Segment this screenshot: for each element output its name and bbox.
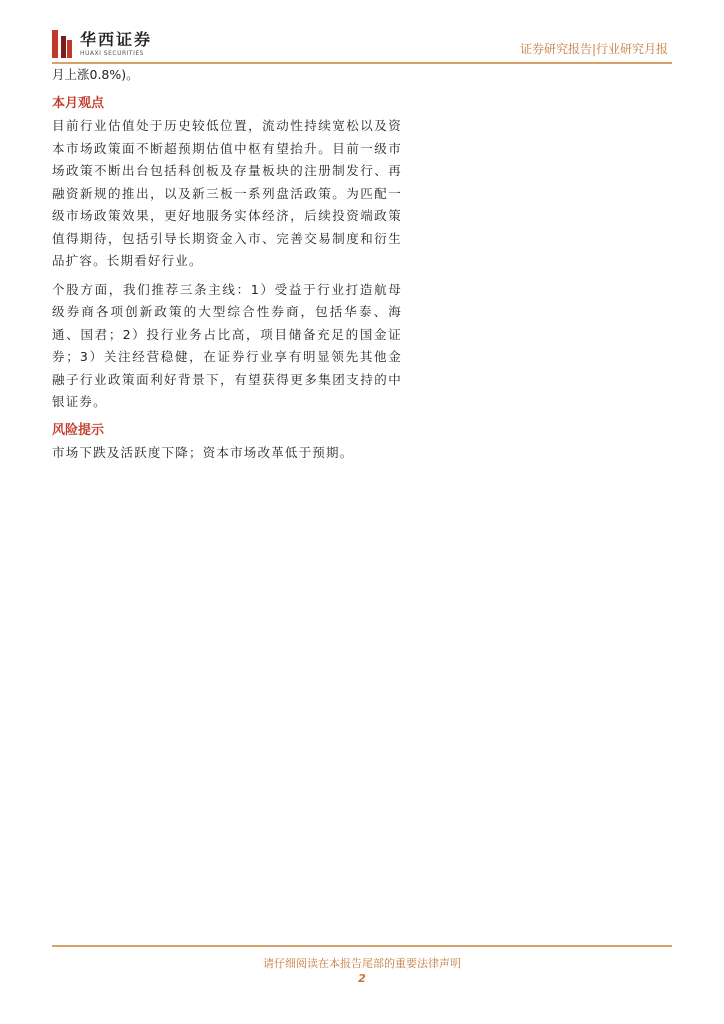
- logo-name-en: HUAXI SECURITIES: [80, 49, 144, 57]
- page-header: [0, 0, 724, 64]
- logo-name-cn: 华西证券: [80, 29, 153, 49]
- page-number: 2: [358, 972, 366, 985]
- section-title-risk: 风险提示: [52, 422, 105, 438]
- footer-divider: [52, 945, 672, 947]
- paragraph-industry-view: 目前行业估值处于历史较低位置，流动性持续宽松以及资本市场政策面不断超预期估值中枢有望抬升。目前一级市场政策不断出台包括科创板及存量板块的注册制发行、再融资新规的推出，以及新三板一系列盘活政策。为匹配一级市场政策效果，更好地服务实体经济，后续投资端政策值得期待，包括引导长期资金入市、完善交易制度和衍生品扩容。长期看好行业。: [52, 118, 402, 268]
- paragraph-stock-picks: 个股方面，我们推荐三条主线：1）受益于行业打造航母级券商各项创新政策的大型综合性券商，包括华泰、海通、国君；2）投行业务占比高，项目储备充足的国金证券；3）关注经营稳健，在证券行业享有明显领先其他金融子行业政策面利好背景下，有望获得更多集团支持的中银证券。: [52, 281, 402, 409]
- paragraph-risk: 市场下跌及活跃度下降；资本市场改革低于预期。: [52, 445, 354, 460]
- continued-text: 月上涨0.8%)。: [52, 67, 139, 82]
- logo-icon: [52, 30, 74, 58]
- report-type-label: 证券研究报告|行业研究月报: [519, 42, 668, 56]
- company-logo: [52, 30, 152, 58]
- footer-disclaimer: 请仔细阅读在本报告尾部的重要法律声明: [263, 957, 461, 970]
- section-title-monthly-view: 本月观点: [52, 95, 105, 111]
- report-body: [52, 64, 402, 471]
